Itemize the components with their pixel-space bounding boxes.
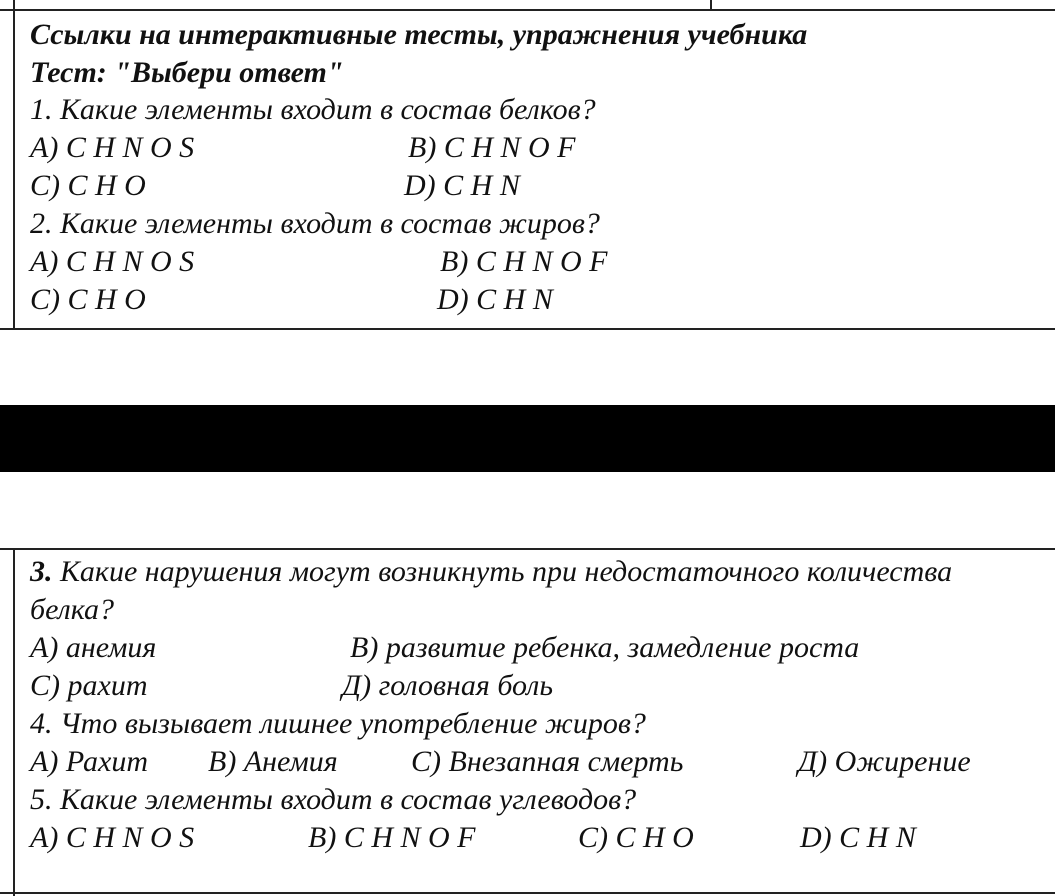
q2-option-a: А) C H N O S bbox=[30, 245, 195, 278]
q5-option-b: В) C H N O F bbox=[308, 821, 476, 854]
q2-option-d: D) C H N bbox=[437, 283, 553, 316]
q1-option-d: D) C H N bbox=[404, 169, 520, 202]
table1-left-border bbox=[13, 0, 15, 330]
q3-question-line2: белка? bbox=[30, 593, 115, 626]
q4-option-b: В) Анемия bbox=[208, 745, 338, 778]
q1-question: 1. Какие элементы входит в состав белков? bbox=[30, 93, 596, 126]
q5-option-d: D) C H N bbox=[800, 821, 916, 854]
q4-option-d: Д) Ожирение bbox=[798, 745, 971, 778]
table2-left-border bbox=[13, 548, 15, 896]
links-header: Ссылки на интерактивные тесты, упражнения учебника bbox=[30, 18, 808, 51]
q5-question: 5. Какие элементы входит в состав углеводов? bbox=[30, 783, 637, 816]
table2-top-border bbox=[0, 548, 1055, 550]
table2-bottom-border bbox=[0, 892, 1055, 894]
q3-option-c: С) рахит bbox=[30, 669, 148, 702]
q1-option-b: В) C H N O F bbox=[408, 131, 576, 164]
test-title: Тест: "Выбери ответ" bbox=[30, 56, 344, 89]
q4-option-c: С) Внезапная смерть bbox=[411, 745, 684, 778]
q1-option-a: А) C H N O S bbox=[30, 131, 195, 164]
q3-option-a: А) анемия bbox=[30, 631, 157, 664]
q2-option-b: В) C H N O F bbox=[440, 245, 608, 278]
q4-option-a: А) Рахит bbox=[30, 745, 148, 778]
q5-option-a: А) C H N O S bbox=[30, 821, 195, 854]
q3-option-d: Д) головная боль bbox=[342, 669, 554, 702]
q4-question: 4. Что вызывает лишнее употребление жиров? bbox=[30, 707, 646, 740]
q2-question: 2. Какие элементы входит в состав жиров? bbox=[30, 207, 600, 240]
black-redaction-band bbox=[0, 405, 1055, 472]
table1-column-divider bbox=[710, 0, 712, 10]
table1-bottom-border bbox=[0, 328, 1055, 330]
q3-question-text: Какие нарушения могут возникнуть при недостаточного количества bbox=[52, 555, 953, 588]
q3-option-b: В) развитие ребенка, замедление роста bbox=[350, 631, 860, 664]
q3-question-line1 bbox=[30, 553, 952, 591]
q2-option-c: С) C H O bbox=[30, 283, 146, 316]
q5-option-c: С) C H O bbox=[578, 821, 694, 854]
q1-option-c: С) C H O bbox=[30, 169, 146, 202]
table1-top-border bbox=[0, 9, 1055, 11]
q3-number: 3. bbox=[30, 555, 53, 588]
